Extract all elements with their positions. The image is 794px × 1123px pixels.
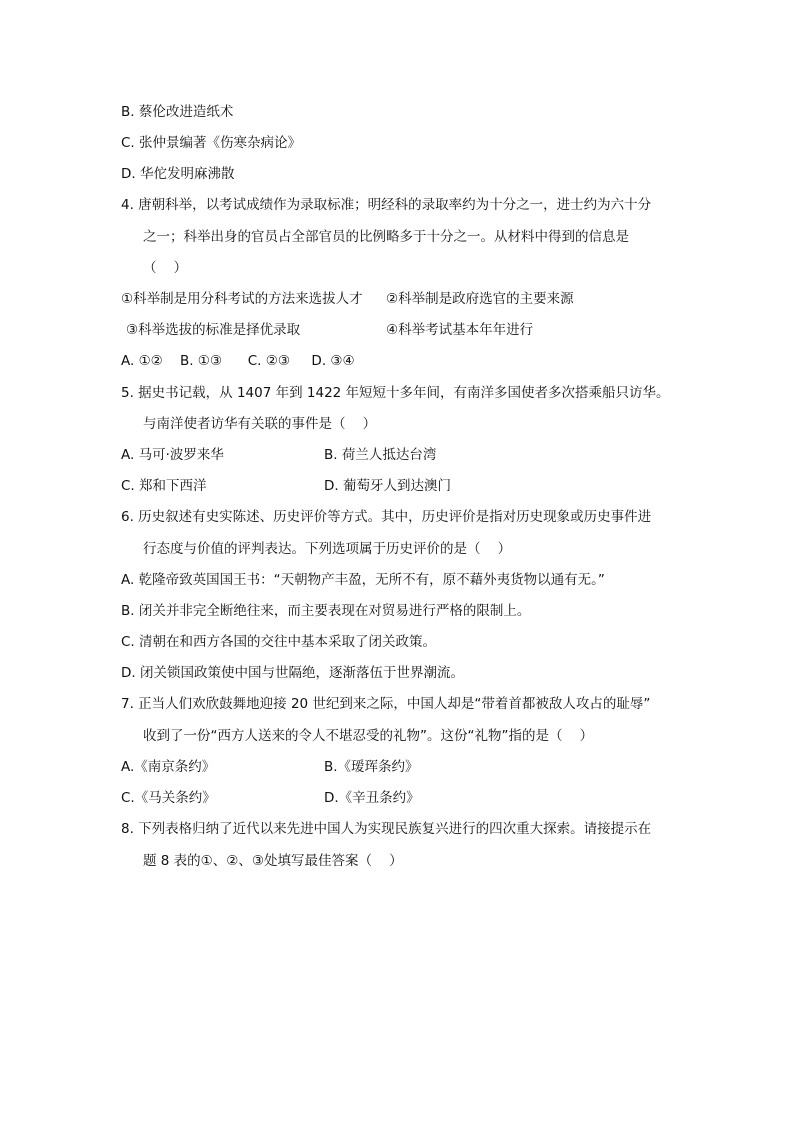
q3-option-d: D. 华佗发明麻沸散 [121,166,235,182]
q4-statement-1: ①科举制是用分科考试的方法来选拔人才 [121,291,363,307]
q4-statement-2: ②科举制是政府选官的主要来源 [386,291,574,307]
q7-option-d: D.《辛丑条约》 [324,790,420,806]
q5-option-d: D. 葡萄牙人到达澳门 [324,478,451,494]
q6-option-a: A. 乾隆帝致英国国王书：“天朝物产丰盈，无所不有，原不藉外夷货物以通有无。” [121,572,605,588]
q7-option-b: B.《瑷珲条约》 [324,759,419,775]
q8-stem-line-1: 8. 下列表格归纳了近代以来先进中国人为实现民族复兴进行的四次重大探索。请接提示在 [121,821,652,837]
q4-stem-line-2: 之一；科举出身的官员占全部官员的比例略多于十分之一。从材料中得到的信息是 [143,229,629,245]
q7-option-a: A.《南京条约》 [121,759,216,775]
q6-stem-line-1: 6. 历史叙述有史实陈述、历史评价等方式。其中，历史评价是指对历史现象或历史事件进 [121,509,652,525]
q5-stem-line-2: 与南洋使者访华有关联的事件是（ ） [143,416,377,432]
q4-statement-4: ④科举考试基本年年进行 [386,322,534,338]
q4-stem-line-1: 4. 唐朝科举，以考试成绩作为录取标准；明经科的录取率约为十分之一，进士约为六十分 [121,197,652,213]
q7-option-c: C.《马关条约》 [121,790,216,806]
q4-statement-3: ③科举选拔的标准是择优录取 [126,322,301,338]
q6-option-c: C. 清朝在和西方各国的交往中基本采取了闭关政策。 [121,634,437,650]
q5-option-a: A. 马可·波罗来华 [121,447,224,463]
q8-stem-line-2: 题 8 表的①、②、③处填写最佳答案（ ） [143,853,403,869]
q3-option-b: B. 蔡伦改进造纸术 [121,104,234,120]
q7-stem-line-1: 7. 正当人们欢欣鼓舞地迎接 20 世纪到来之际，中国人却是“带着首都被敌人攻占的耻辱” [121,696,651,712]
q6-stem-line-2: 行态度与价值的评判表达。下列选项属于历史评价的是（ ） [143,541,512,557]
q6-option-b: B. 闭关并非完全断绝往来，而主要表现在对贸易进行严格的限制上。 [121,603,531,619]
q5-option-b: B. 荷兰人抵达台湾 [324,447,437,463]
q5-stem-line-1: 5. 据史书记载，从 1407 年到 1422 年短短十多年间，有南洋多国使者多次搭乘船只访华。 [121,385,670,401]
q6-option-d: D. 闭关锁国政策使中国与世隔绝，逐渐落伍于世界潮流。 [121,665,464,681]
q4-options: A. ①② B. ①③ C. ②③ D. ③④ [121,353,355,369]
q3-option-c: C. 张仲景编著《伤寒杂病论》 [121,135,302,151]
q7-stem-line-2: 收到了一份“西方人送来的令人不堪忍受的礼物”。这份“礼物”指的是（ ） [143,728,594,744]
q4-answer-paren: （ ） [143,260,188,276]
q5-option-c: C. 郑和下西洋 [121,478,207,494]
